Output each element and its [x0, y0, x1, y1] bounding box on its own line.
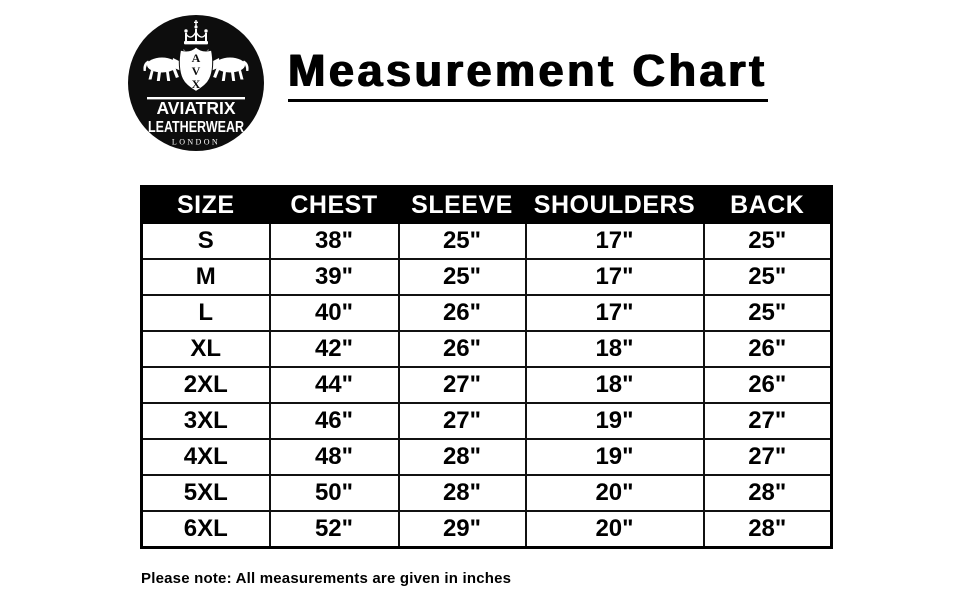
cell-sleeve: 28"	[399, 439, 526, 475]
brand-logo-graphic	[126, 13, 266, 153]
cell-chest: 40"	[270, 295, 399, 331]
cell-size: 4XL	[142, 439, 270, 475]
cell-chest: 50"	[270, 475, 399, 511]
cell-shoulders: 17"	[526, 223, 704, 259]
cell-chest: 52"	[270, 511, 399, 548]
cell-back: 27"	[704, 439, 832, 475]
col-header-size: SIZE	[142, 187, 270, 224]
table-row	[142, 295, 832, 331]
cell-size: 5XL	[142, 475, 270, 511]
monogram-letter-a: A	[191, 51, 201, 65]
cell-sleeve: 27"	[399, 367, 526, 403]
cell-back: 26"	[704, 367, 832, 403]
cell-sleeve: 29"	[399, 511, 526, 548]
cell-size: S	[142, 223, 270, 259]
cell-back: 28"	[704, 475, 832, 511]
table-row	[142, 475, 832, 511]
cell-chest: 39"	[270, 259, 399, 295]
cell-shoulders: 17"	[526, 295, 704, 331]
logo-brand-line2: LEATHERWEAR	[148, 119, 245, 136]
cell-chest: 38"	[270, 223, 399, 259]
logo-city-label: LONDON	[171, 137, 221, 147]
monogram-letter-v: V	[191, 64, 201, 78]
page-title-text: Measurement Chart	[288, 48, 768, 102]
cell-size: XL	[142, 331, 270, 367]
cell-sleeve: 27"	[399, 403, 526, 439]
cell-shoulders: 20"	[526, 475, 704, 511]
cell-shoulders: 17"	[526, 259, 704, 295]
cell-shoulders: 20"	[526, 511, 704, 548]
cell-size: 2XL	[142, 367, 270, 403]
table-row	[142, 367, 832, 403]
cell-back: 27"	[704, 403, 832, 439]
table-row	[142, 439, 832, 475]
footnote: Please note: All measurements are given in inches	[141, 570, 512, 587]
cell-back: 25"	[704, 223, 832, 259]
table-row	[142, 223, 832, 259]
cell-back: 26"	[704, 331, 832, 367]
cell-back: 25"	[704, 295, 832, 331]
cell-sleeve: 26"	[399, 295, 526, 331]
cell-sleeve: 25"	[399, 259, 526, 295]
measurement-table	[140, 185, 833, 549]
cell-back: 25"	[704, 259, 832, 295]
page-title	[288, 45, 768, 102]
col-header-sleeve: SLEEVE	[399, 187, 526, 224]
brand-logo	[126, 13, 266, 153]
cell-chest: 44"	[270, 367, 399, 403]
cell-sleeve: 25"	[399, 223, 526, 259]
cell-chest: 46"	[270, 403, 399, 439]
cell-sleeve: 26"	[399, 331, 526, 367]
cell-chest: 48"	[270, 439, 399, 475]
table-row	[142, 403, 832, 439]
cell-size: 6XL	[142, 511, 270, 548]
cell-shoulders: 19"	[526, 403, 704, 439]
cell-size: M	[142, 259, 270, 295]
logo-brand-line1: AVIATRIX	[156, 98, 236, 118]
cell-size: 3XL	[142, 403, 270, 439]
cell-shoulders: 18"	[526, 367, 704, 403]
cell-shoulders: 19"	[526, 439, 704, 475]
table-row	[142, 511, 832, 548]
col-header-chest: CHEST	[270, 187, 399, 224]
cell-sleeve: 28"	[399, 475, 526, 511]
cell-size: L	[142, 295, 270, 331]
cell-shoulders: 18"	[526, 331, 704, 367]
table-row	[142, 331, 832, 367]
cell-chest: 42"	[270, 331, 399, 367]
cell-back: 28"	[704, 511, 832, 548]
monogram-letter-x: X	[191, 77, 201, 91]
col-header-back: BACK	[704, 187, 832, 224]
table-header-row	[142, 187, 832, 224]
table-row	[142, 259, 832, 295]
col-header-shoulders: SHOULDERS	[526, 187, 704, 224]
